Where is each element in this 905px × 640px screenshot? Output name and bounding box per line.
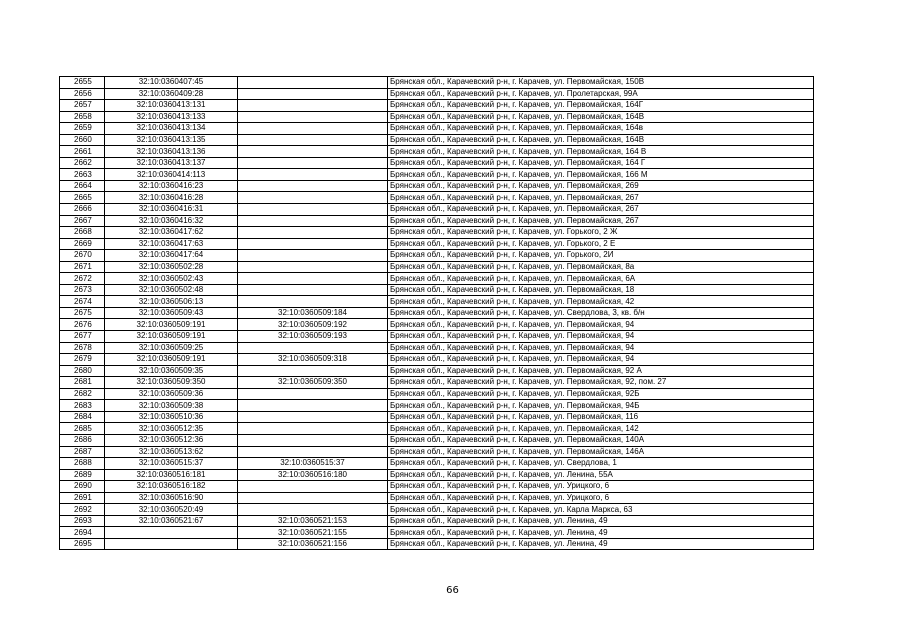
address-cell: Брянская обл., Карачевский р-н, г. Карачев, ул. Первомайская, 94 (388, 331, 814, 343)
address-cell: Брянская обл., Карачевский р-н, г. Карачев, ул. Первомайская, 150В (388, 77, 814, 89)
table-row (60, 458, 814, 470)
table-row (60, 307, 814, 319)
table-row (60, 100, 814, 112)
cadastral-number-cell: 32:10:0360414:113 (105, 169, 238, 181)
address-cell: Брянская обл., Карачевский р-н, г. Карачев, ул. Карла Маркса, 63 (388, 504, 814, 516)
table-row (60, 492, 814, 504)
row-number-cell: 2694 (60, 527, 105, 539)
address-cell: Брянская обл., Карачевский р-н, г. Карачев, ул. Пролетарская, 99А (388, 88, 814, 100)
table-row (60, 538, 814, 550)
cadastral-number-cell: 32:10:0360521:67 (105, 515, 238, 527)
cadastral-number-cell: 32:10:0360413:135 (105, 134, 238, 146)
row-number-cell: 2671 (60, 261, 105, 273)
address-cell: Брянская обл., Карачевский р-н, г. Карачев, ул. Первомайская, 164 В (388, 146, 814, 158)
related-cadastral-number-cell (238, 423, 388, 435)
row-number-cell: 2666 (60, 204, 105, 216)
cadastral-number-cell: 32:10:0360512:35 (105, 423, 238, 435)
address-cell: Брянская обл., Карачевский р-н, г. Карачев, ул. Первомайская, 269 (388, 180, 814, 192)
address-cell: Брянская обл., Карачевский р-н, г. Карачев, ул. Свердлова, 1 (388, 458, 814, 470)
address-cell: Брянская обл., Карачевский р-н, г. Карачев, ул. Первомайская, 267 (388, 204, 814, 216)
row-number-cell: 2692 (60, 504, 105, 516)
table-row (60, 146, 814, 158)
cadastral-number-cell: 32:10:0360416:32 (105, 215, 238, 227)
table-row (60, 296, 814, 308)
address-cell: Брянская обл., Карачевский р-н, г. Карачев, ул. Горького, 2 Е (388, 238, 814, 250)
page-number: 66 (446, 585, 459, 596)
table-row (60, 469, 814, 481)
address-cell: Брянская обл., Карачевский р-н, г. Карачев, ул. Первомайская, 164 Г (388, 157, 814, 169)
registry-table (59, 76, 814, 550)
related-cadastral-number-cell (238, 146, 388, 158)
row-number-cell: 2670 (60, 250, 105, 262)
row-number-cell: 2679 (60, 354, 105, 366)
related-cadastral-number-cell (238, 204, 388, 216)
table-row (60, 77, 814, 89)
row-number-cell: 2675 (60, 307, 105, 319)
cadastral-number-cell: 32:10:0360509:191 (105, 331, 238, 343)
cadastral-number-cell: 32:10:0360509:191 (105, 354, 238, 366)
address-cell: Брянская обл., Карачевский р-н, г. Карачев, ул. Ленина, 49 (388, 527, 814, 539)
row-number-cell: 2676 (60, 319, 105, 331)
related-cadastral-number-cell: 32:10:0360509:350 (238, 377, 388, 389)
table-row (60, 411, 814, 423)
address-cell: Брянская обл., Карачевский р-н, г. Карачев, ул. Первомайская, 6А (388, 273, 814, 285)
table-row (60, 377, 814, 389)
address-cell: Брянская обл., Карачевский р-н, г. Карачев, ул. Первомайская, 142 (388, 423, 814, 435)
related-cadastral-number-cell (238, 481, 388, 493)
cadastral-number-cell: 32:10:0360513:62 (105, 446, 238, 458)
cadastral-number-cell: 32:10:0360413:136 (105, 146, 238, 158)
address-cell: Брянская обл., Карачевский р-н, г. Карачев, ул. Первомайская, 164В (388, 111, 814, 123)
table-row (60, 134, 814, 146)
table-row (60, 204, 814, 216)
related-cadastral-number-cell (238, 215, 388, 227)
address-cell: Брянская обл., Карачевский р-н, г. Карачев, ул. Первомайская, 92, пом. 27 (388, 377, 814, 389)
related-cadastral-number-cell (238, 434, 388, 446)
table-row (60, 481, 814, 493)
address-cell: Брянская обл., Карачевский р-н, г. Карачев, ул. Первомайская, 166 М (388, 169, 814, 181)
address-cell: Брянская обл., Карачевский р-н, г. Карачев, ул. Первомайская, 94Б (388, 400, 814, 412)
table-row (60, 215, 814, 227)
address-cell: Брянская обл., Карачевский р-н, г. Карачев, ул. Горького, 2И (388, 250, 814, 262)
cadastral-number-cell: 32:10:0360413:137 (105, 157, 238, 169)
row-number-cell: 2684 (60, 411, 105, 423)
table-row (60, 111, 814, 123)
row-number-cell: 2665 (60, 192, 105, 204)
row-number-cell: 2674 (60, 296, 105, 308)
row-number-cell: 2673 (60, 284, 105, 296)
cadastral-number-cell: 32:10:0360509:191 (105, 319, 238, 331)
address-cell: Брянская обл., Карачевский р-н, г. Карачев, ул. Первомайская, 267 (388, 192, 814, 204)
table-row (60, 423, 814, 435)
address-cell: Брянская обл., Карачевский р-н, г. Карачев, ул. Первомайская, 42 (388, 296, 814, 308)
address-cell: Брянская обл., Карачевский р-н, г. Карачев, ул. Первомайская, 146А (388, 446, 814, 458)
row-number-cell: 2658 (60, 111, 105, 123)
row-number-cell: 2693 (60, 515, 105, 527)
cadastral-number-cell: 32:10:0360516:182 (105, 481, 238, 493)
related-cadastral-number-cell: 32:10:0360516:180 (238, 469, 388, 481)
table-row (60, 319, 814, 331)
cadastral-number-cell: 32:10:0360512:36 (105, 434, 238, 446)
row-number-cell: 2663 (60, 169, 105, 181)
related-cadastral-number-cell: 32:10:0360509:193 (238, 331, 388, 343)
address-cell: Брянская обл., Карачевский р-н, г. Карачев, ул. Горького, 2 Ж (388, 227, 814, 239)
cadastral-number-cell: 32:10:0360509:350 (105, 377, 238, 389)
related-cadastral-number-cell (238, 296, 388, 308)
cadastral-number-cell (105, 527, 238, 539)
table-row (60, 123, 814, 135)
related-cadastral-number-cell (238, 273, 388, 285)
cadastral-number-cell: 32:10:0360413:134 (105, 123, 238, 135)
row-number-cell: 2672 (60, 273, 105, 285)
related-cadastral-number-cell (238, 388, 388, 400)
cadastral-number-cell: 32:10:0360413:131 (105, 100, 238, 112)
table-row (60, 434, 814, 446)
cadastral-number-cell: 32:10:0360509:35 (105, 365, 238, 377)
table-row (60, 192, 814, 204)
row-number-cell: 2667 (60, 215, 105, 227)
related-cadastral-number-cell (238, 492, 388, 504)
cadastral-number-cell: 32:10:0360416:31 (105, 204, 238, 216)
row-number-cell: 2685 (60, 423, 105, 435)
related-cadastral-number-cell (238, 77, 388, 89)
related-cadastral-number-cell (238, 157, 388, 169)
cadastral-number-cell: 32:10:0360417:63 (105, 238, 238, 250)
row-number-cell: 2691 (60, 492, 105, 504)
row-number-cell: 2682 (60, 388, 105, 400)
address-cell: Брянская обл., Карачевский р-н, г. Карачев, ул. Ленина, 49 (388, 515, 814, 527)
row-number-cell: 2664 (60, 180, 105, 192)
row-number-cell: 2695 (60, 538, 105, 550)
address-cell: Брянская обл., Карачевский р-н, г. Карачев, ул. Первомайская, 8а (388, 261, 814, 273)
address-cell: Брянская обл., Карачевский р-н, г. Карачев, ул. Урицкого, 6 (388, 481, 814, 493)
cadastral-number-cell: 32:10:0360509:25 (105, 342, 238, 354)
cadastral-number-cell: 32:10:0360502:28 (105, 261, 238, 273)
row-number-cell: 2659 (60, 123, 105, 135)
related-cadastral-number-cell (238, 342, 388, 354)
related-cadastral-number-cell (238, 180, 388, 192)
table-row (60, 342, 814, 354)
cadastral-number-cell: 32:10:0360509:43 (105, 307, 238, 319)
address-cell: Брянская обл., Карачевский р-н, г. Карачев, ул. Свердлова, 3, кв. б/н (388, 307, 814, 319)
table-row (60, 527, 814, 539)
table-row (60, 446, 814, 458)
address-cell: Брянская обл., Карачевский р-н, г. Карачев, ул. Первомайская, 18 (388, 284, 814, 296)
related-cadastral-number-cell (238, 227, 388, 239)
table-row (60, 238, 814, 250)
cadastral-number-cell: 32:10:0360407:45 (105, 77, 238, 89)
address-cell: Брянская обл., Карачевский р-н, г. Карачев, ул. Первомайская, 164Г (388, 100, 814, 112)
table-row (60, 400, 814, 412)
related-cadastral-number-cell: 32:10:0360509:318 (238, 354, 388, 366)
related-cadastral-number-cell: 32:10:0360521:153 (238, 515, 388, 527)
address-cell: Брянская обл., Карачевский р-н, г. Карачев, ул. Первомайская, 116 (388, 411, 814, 423)
related-cadastral-number-cell: 32:10:0360515:37 (238, 458, 388, 470)
related-cadastral-number-cell (238, 446, 388, 458)
row-number-cell: 2687 (60, 446, 105, 458)
row-number-cell: 2688 (60, 458, 105, 470)
address-cell: Брянская обл., Карачевский р-н, г. Карачев, ул. Ленина, 49 (388, 538, 814, 550)
table-row (60, 284, 814, 296)
address-cell: Брянская обл., Карачевский р-н, г. Карачев, ул. Первомайская, 140А (388, 434, 814, 446)
related-cadastral-number-cell (238, 238, 388, 250)
related-cadastral-number-cell (238, 261, 388, 273)
table-row (60, 388, 814, 400)
table-row (60, 169, 814, 181)
cadastral-number-cell: 32:10:0360417:64 (105, 250, 238, 262)
address-cell: Брянская обл., Карачевский р-н, г. Карачев, ул. Первомайская, 94 (388, 342, 814, 354)
cadastral-number-cell: 32:10:0360417:62 (105, 227, 238, 239)
row-number-cell: 2657 (60, 100, 105, 112)
table-row (60, 504, 814, 516)
address-cell: Брянская обл., Карачевский р-н, г. Карачев, ул. Первомайская, 92 А (388, 365, 814, 377)
row-number-cell: 2660 (60, 134, 105, 146)
address-cell: Брянская обл., Карачевский р-н, г. Карачев, ул. Первомайская, 92Б (388, 388, 814, 400)
table-row (60, 250, 814, 262)
row-number-cell: 2677 (60, 331, 105, 343)
related-cadastral-number-cell (238, 88, 388, 100)
table-row (60, 157, 814, 169)
row-number-cell: 2690 (60, 481, 105, 493)
related-cadastral-number-cell (238, 169, 388, 181)
related-cadastral-number-cell: 32:10:0360509:192 (238, 319, 388, 331)
related-cadastral-number-cell: 32:10:0360509:184 (238, 307, 388, 319)
row-number-cell: 2689 (60, 469, 105, 481)
cadastral-number-cell: 32:10:0360509:36 (105, 388, 238, 400)
related-cadastral-number-cell (238, 400, 388, 412)
address-cell: Брянская обл., Карачевский р-н, г. Карачев, ул. Урицкого, 6 (388, 492, 814, 504)
table-row (60, 354, 814, 366)
related-cadastral-number-cell: 32:10:0360521:156 (238, 538, 388, 550)
cadastral-number-cell: 32:10:0360416:23 (105, 180, 238, 192)
row-number-cell: 2683 (60, 400, 105, 412)
row-number-cell: 2655 (60, 77, 105, 89)
related-cadastral-number-cell: 32:10:0360521:155 (238, 527, 388, 539)
cadastral-number-cell: 32:10:0360502:43 (105, 273, 238, 285)
table-row (60, 261, 814, 273)
cadastral-number-cell: 32:10:0360516:90 (105, 492, 238, 504)
address-cell: Брянская обл., Карачевский р-н, г. Карачев, ул. Первомайская, 164в (388, 123, 814, 135)
table-row (60, 515, 814, 527)
cadastral-number-cell: 32:10:0360510:36 (105, 411, 238, 423)
table-body (60, 77, 814, 550)
cadastral-number-cell (105, 538, 238, 550)
cadastral-number-cell: 32:10:0360509:38 (105, 400, 238, 412)
row-number-cell: 2686 (60, 434, 105, 446)
table-row (60, 180, 814, 192)
row-number-cell: 2668 (60, 227, 105, 239)
related-cadastral-number-cell (238, 123, 388, 135)
row-number-cell: 2678 (60, 342, 105, 354)
row-number-cell: 2669 (60, 238, 105, 250)
cadastral-number-cell: 32:10:0360416:28 (105, 192, 238, 204)
address-cell: Брянская обл., Карачевский р-н, г. Карачев, ул. Ленина, 55А (388, 469, 814, 481)
cadastral-number-cell: 32:10:0360506:13 (105, 296, 238, 308)
address-cell: Брянская обл., Карачевский р-н, г. Карачев, ул. Первомайская, 94 (388, 354, 814, 366)
row-number-cell: 2656 (60, 88, 105, 100)
address-cell: Брянская обл., Карачевский р-н, г. Карачев, ул. Первомайская, 164В (388, 134, 814, 146)
related-cadastral-number-cell (238, 192, 388, 204)
related-cadastral-number-cell (238, 411, 388, 423)
related-cadastral-number-cell (238, 111, 388, 123)
table-row (60, 227, 814, 239)
table-row (60, 331, 814, 343)
table-row (60, 88, 814, 100)
cadastral-number-cell: 32:10:0360409:28 (105, 88, 238, 100)
row-number-cell: 2662 (60, 157, 105, 169)
row-number-cell: 2661 (60, 146, 105, 158)
row-number-cell: 2680 (60, 365, 105, 377)
table-row (60, 273, 814, 285)
address-cell: Брянская обл., Карачевский р-н, г. Карачев, ул. Первомайская, 267 (388, 215, 814, 227)
related-cadastral-number-cell (238, 250, 388, 262)
related-cadastral-number-cell (238, 100, 388, 112)
related-cadastral-number-cell (238, 504, 388, 516)
address-cell: Брянская обл., Карачевский р-н, г. Карачев, ул. Первомайская, 94 (388, 319, 814, 331)
related-cadastral-number-cell (238, 134, 388, 146)
table-row (60, 365, 814, 377)
cadastral-number-cell: 32:10:0360413:133 (105, 111, 238, 123)
row-number-cell: 2681 (60, 377, 105, 389)
related-cadastral-number-cell (238, 365, 388, 377)
related-cadastral-number-cell (238, 284, 388, 296)
cadastral-number-cell: 32:10:0360515:37 (105, 458, 238, 470)
cadastral-number-cell: 32:10:0360520:49 (105, 504, 238, 516)
cadastral-number-cell: 32:10:0360516:181 (105, 469, 238, 481)
cadastral-number-cell: 32:10:0360502:48 (105, 284, 238, 296)
